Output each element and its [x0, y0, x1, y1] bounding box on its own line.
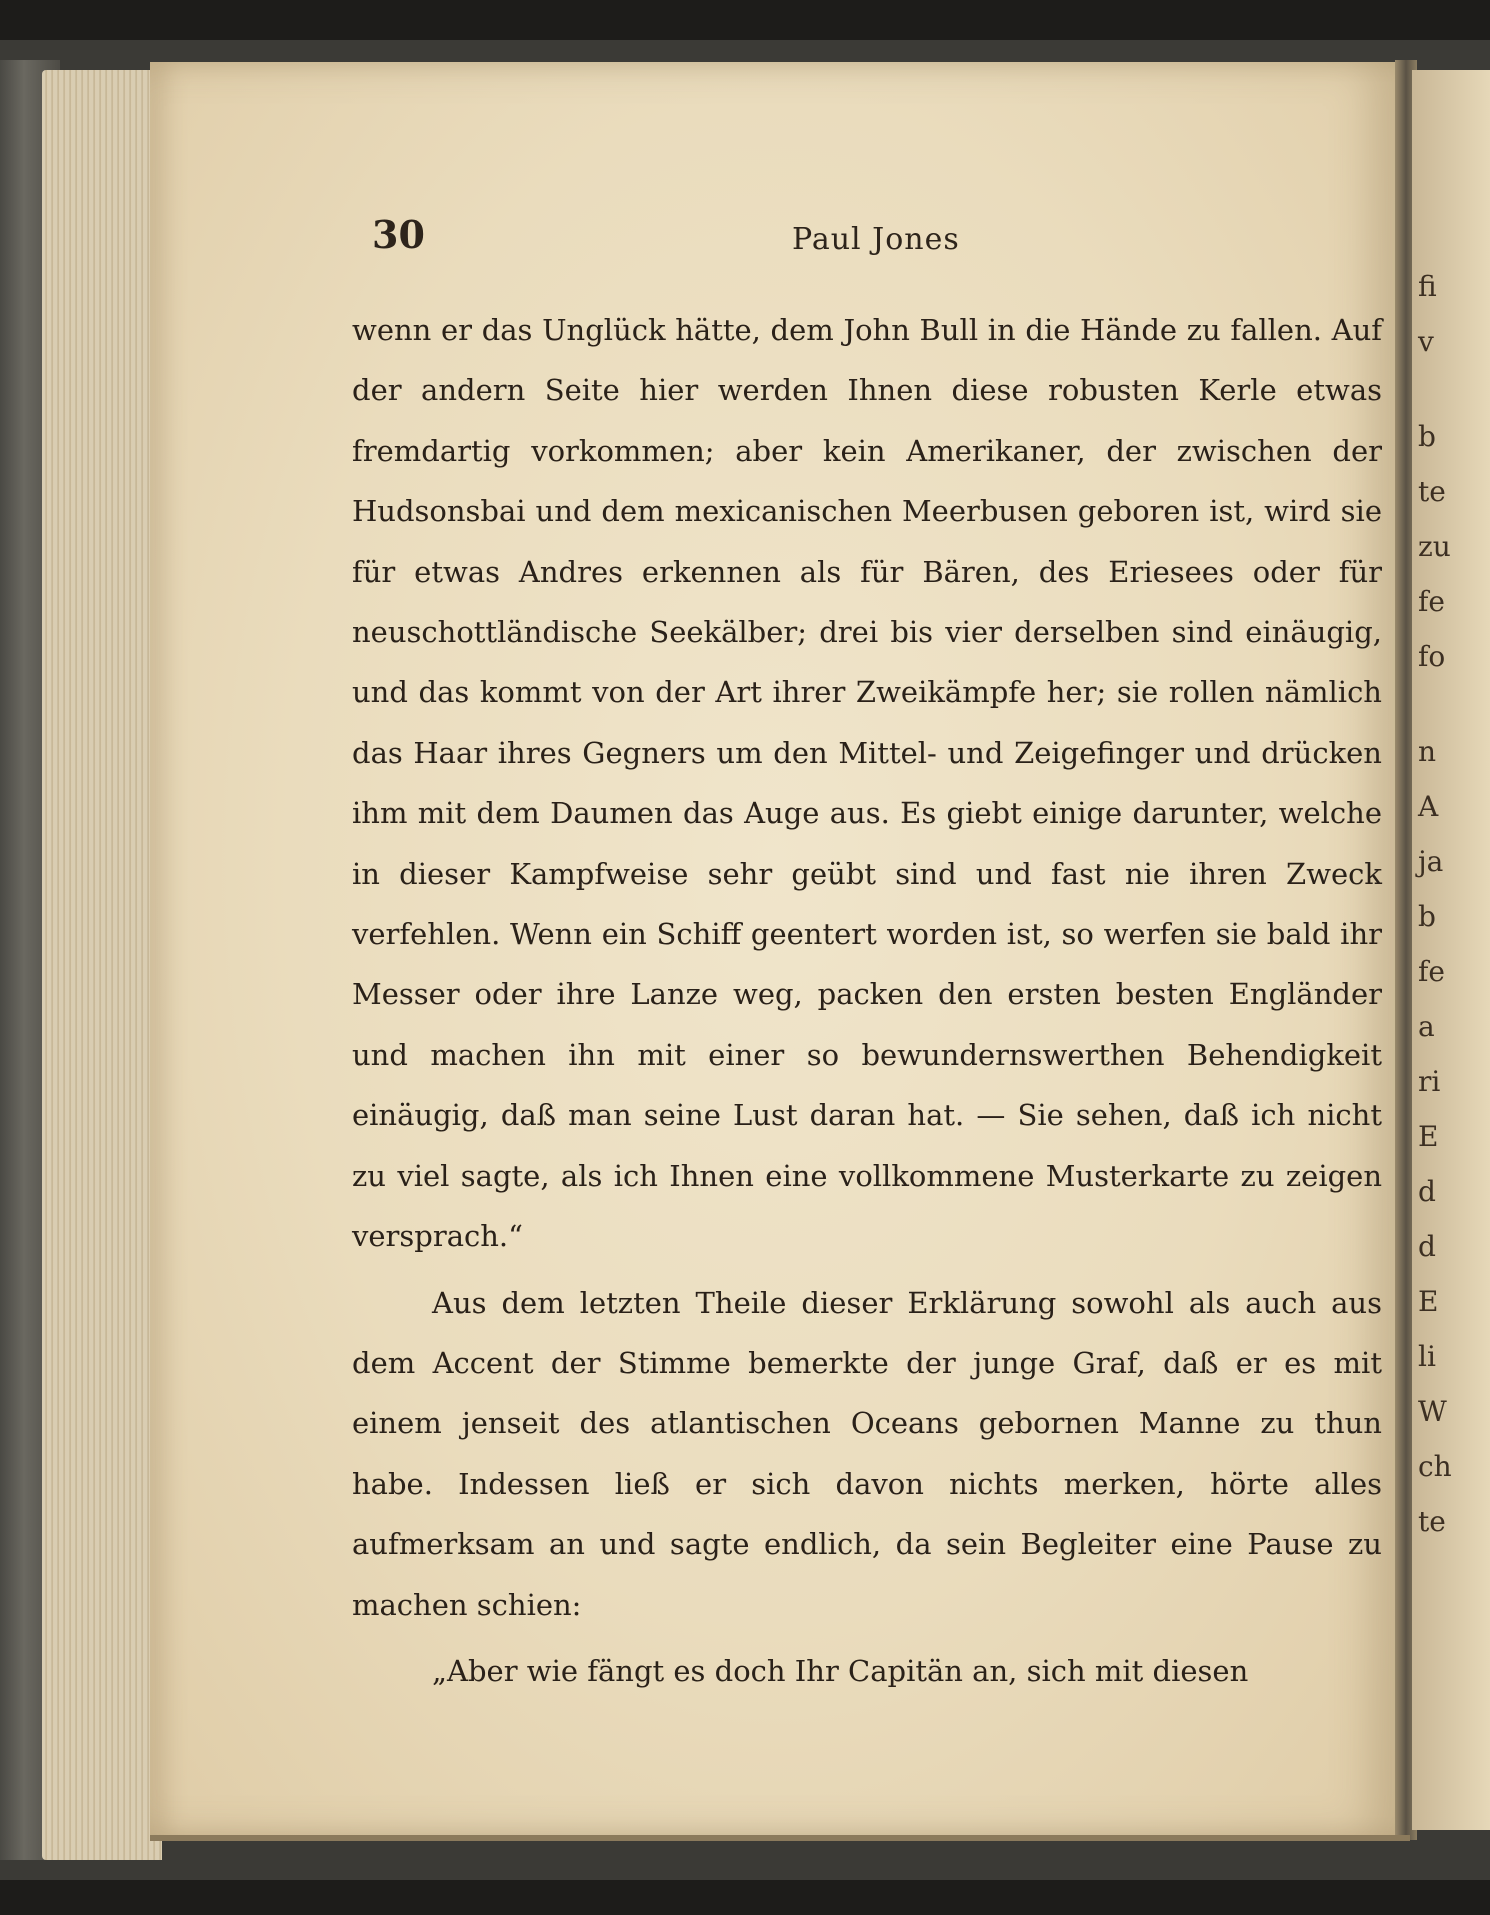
facing-text: li: [1418, 1340, 1436, 1373]
facing-text: ri: [1418, 1065, 1441, 1098]
paragraph: „Aber wie fängt es doch Ihr Capitän an, sich mit diesen: [432, 1653, 1249, 1688]
facing-text: te: [1418, 1505, 1446, 1538]
page-header: [372, 212, 1372, 272]
facing-text: a: [1418, 1010, 1435, 1043]
facing-text: ch: [1418, 1450, 1452, 1483]
running-head: Paul Jones: [792, 222, 960, 257]
page-bottom-edge: [150, 1835, 1410, 1841]
facing-text: n: [1418, 735, 1437, 768]
body-text: [352, 300, 1382, 1701]
facing-text: fe: [1418, 955, 1445, 988]
paragraph: wenn er das Unglück hätte, dem John Bull in die Hände zu fallen. Auf der andern Seite hier werden Ihnen diese robusten Kerle etwas fremdartig vorkommen; aber kein Amerikaner, der zwischen der Hudsonsbai und dem mexicanischen Meerbusen geboren ist, wird sie für etwas Andres erkennen als für Bären, des Eriesees oder für neuschottländische Seekälber; drei bis vier derselben sind einäugig, und das kommt von der Art ihrer Zweikämpfe her; sie rollen nämlich das Haar ihres Gegners um den Mittel- und Zeigefinger und drücken ihm mit dem Daumen das Auge aus. Es giebt einige darunter, welche in dieser Kampfweise sehr geübt sind und fast nie ihren Zweck verfehlen. Wenn ein Schiff geentert worden ist, so werfen sie bald ihr Messer oder ihre Lanze weg, packen den ersten besten Engländer und machen ihn mit einer so bewundernswerthen Behendigkeit einäugig, daß man seine Lust daran hat. — Sie sehen, daß ich nicht zu viel sagte, als ich Ihnen eine vollkommene Musterkarte zu zeigen versprach.“: [352, 313, 1382, 1254]
facing-text: zu: [1418, 530, 1451, 563]
facing-text: d: [1418, 1175, 1436, 1208]
facing-text: E: [1418, 1285, 1439, 1318]
facing-text: te: [1418, 475, 1446, 508]
facing-page-fragment: [1412, 70, 1490, 1830]
facing-text: E: [1418, 1120, 1439, 1153]
page-stack-edges: [42, 70, 162, 1860]
facing-text: W: [1418, 1395, 1447, 1428]
facing-text: A: [1418, 790, 1439, 823]
facing-text: v: [1418, 325, 1434, 358]
facing-text: fi: [1418, 270, 1437, 303]
paragraph: Aus dem letzten Theile dieser Erklärung sowohl als auch aus dem Accent der Stimme bemerkte der junge Graf, daß er es mit einem jenseit des atlantischen Oceans gebornen Manne zu thun habe. Indessen ließ er sich davon nichts merken, hörte alles aufmerksam an und sagte endlich, da sein Begleiter eine Pause zu machen schien:: [352, 1285, 1382, 1622]
facing-text: d: [1418, 1230, 1436, 1263]
facing-text: b: [1418, 900, 1436, 933]
facing-text: fo: [1418, 640, 1446, 673]
page-number: 30: [372, 212, 425, 257]
facing-text: ja: [1418, 845, 1444, 878]
facing-text: b: [1418, 420, 1436, 453]
facing-text: fe: [1418, 585, 1445, 618]
